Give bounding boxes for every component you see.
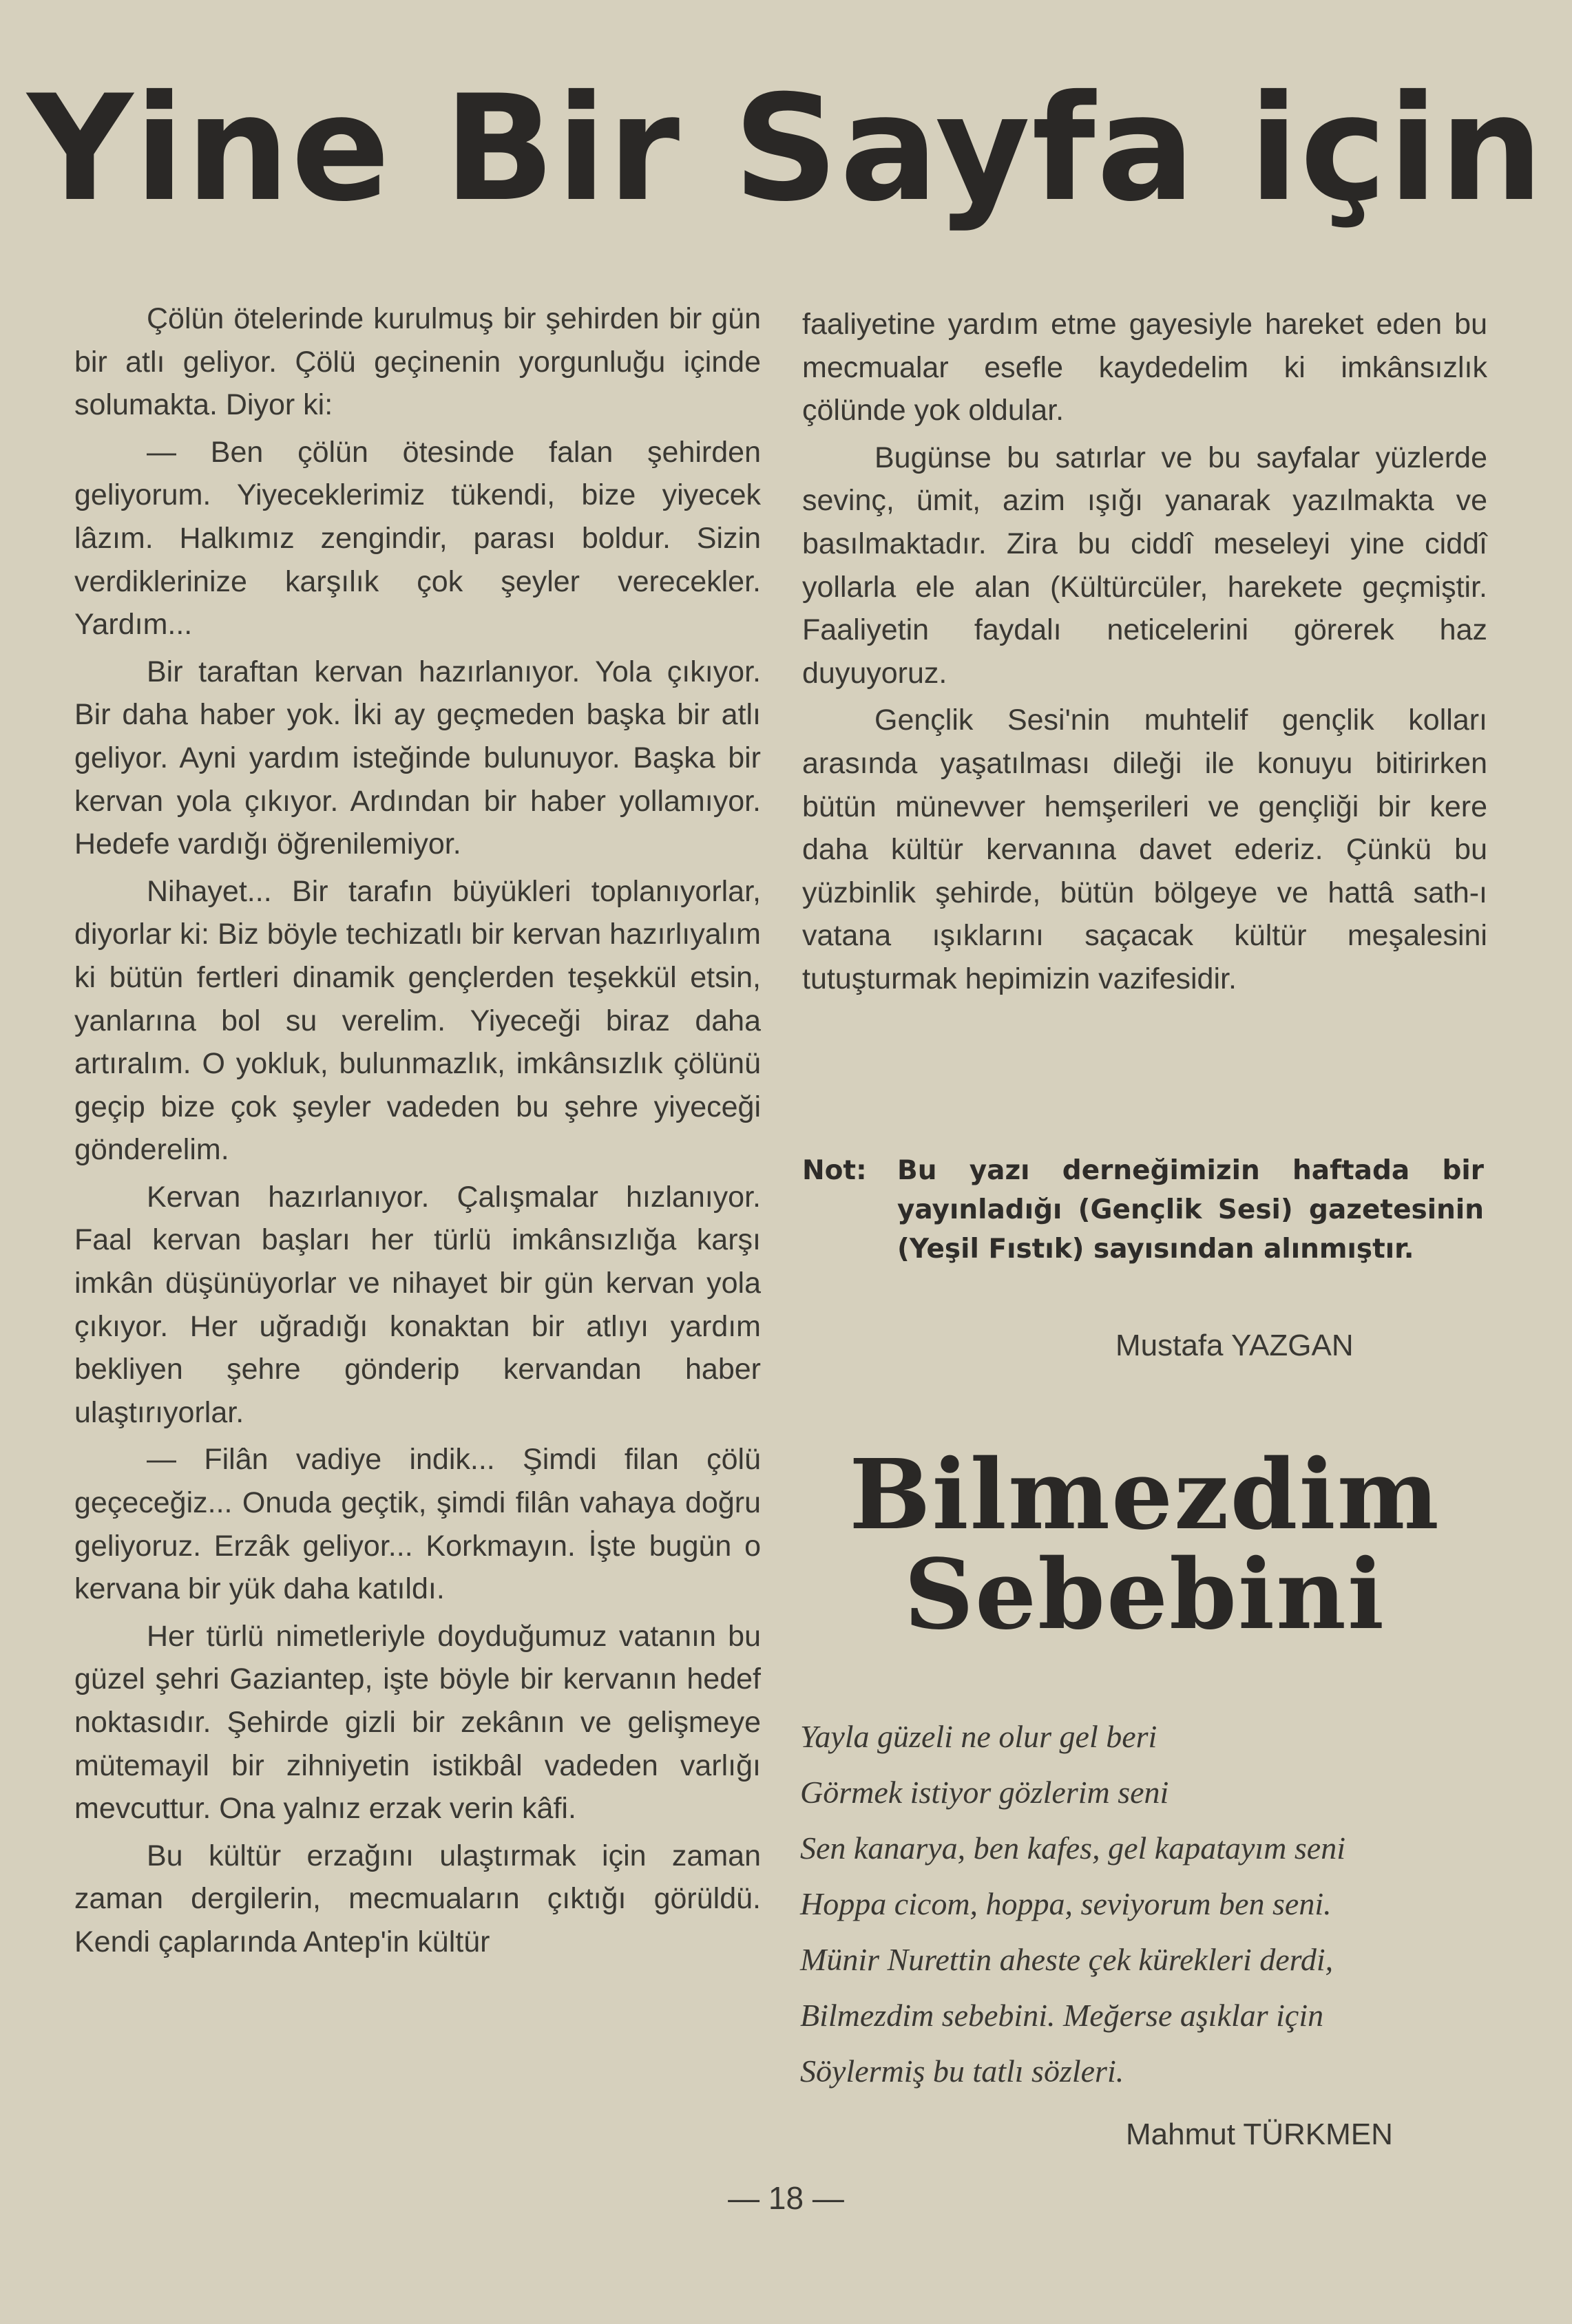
poem-line: Münir Nurettin aheste çek kürekleri derdi, [800, 1942, 1334, 1977]
paragraph: Bugünse bu satırlar ve bu sayfalar yüzlerde sevinç, ümit, azim ışığı yanarak yazılmakta ve basılmaktadır. Zira bu ciddî meseleyi yine ciddî yollarla ele alan (Kültürcüler, harekete geçmiştir. Faaliyetin faydalı neticelerini görerek haz duyuyoruz. [802, 441, 1487, 690]
poem-line: Hoppa cicom, hoppa, seviyorum ben seni. [800, 1886, 1332, 1921]
poem-body [800, 1709, 1489, 2099]
note-label: Not: [802, 1155, 867, 1186]
paragraph: faaliyetine yardım etme gayesiyle hareket eden bu mecmualar esefle kaydedelim ki imkânsızlık çölünde yok oldular. [802, 308, 1487, 427]
poem-line: Söylermiş bu tatlı sözleri. [800, 2053, 1124, 2089]
paragraph: Çölün ötelerinde kurulmuş bir şehirden bir gün bir atlı geliyor. Çölü geçinenin yorgunluğu içinde solumakta. Diyor ki: [74, 302, 761, 422]
poem-line: Görmek istiyor gözlerim seni [800, 1775, 1169, 1810]
paragraph: Bir taraftan kervan hazırlanıyor. Yola çıkıyor. Bir daha haber yok. İki ay geçmeden başka bir atlı geliyor. Ayni yardım isteğinde bulunuyor. Başka bir kervan yola çıkıyor. Ardından bir haber yollamıyor. Hedefe vardığı öğrenilemiyor. [74, 655, 761, 861]
paragraph: Kervan hazırlanıyor. Çalışmalar hızlanıyor. Faal kervan başları her türlü imkânsızlığa karşı imkân düşünüyorlar ve nihayet bir gün kervan yola çıkıyor. Her uğradığı konaktan bir atlıyı yardım bekliyen şehre gönderip kervandan haber ulaştırıyorlar. [74, 1180, 761, 1429]
poem-title-line: Bilmezdim [849, 1439, 1440, 1552]
poem-author: Mahmut TÜRKMEN [1126, 2117, 1393, 2151]
article-author: Mustafa YAZGAN [1115, 1329, 1354, 1362]
paragraph: Bu kültür erzağını ulaştırmak için zaman zaman dergilerin, mecmuaların çıktığı görüldü. Kendi çaplarında Antep'in kültür [74, 1839, 761, 1958]
paragraph: Nihayet... Bir tarafın büyükleri toplanıyorlar, diyorlar ki: Biz böyle techizatlı bir kervan hazırlıyalım ki bütün fertleri dinamik gençlerden teşekkül etsin, yanlarına bol su verelim. Yiyeceği biraz daha artıralım. O yokluk, bulunmazlık, imkânsızlık çölünü geçip bize çok şeyler vadeden bu şehre yiyeceği gönderelim. [74, 874, 761, 1167]
article-right-column [802, 303, 1487, 1005]
paragraph: — Ben çölün ötesinde falan şehirden geliyorum. Yiyeceklerimiz tükendi, bize yiyecek lâzım. Halkımız zengindir, parası boldur. Sizin verdiklerinize karşılık çok şeyler verecekler. Yardım... [74, 435, 761, 642]
poem-title [802, 1439, 1487, 1651]
paragraph: Gençlik Sesi'nin muhtelif gençlik kolları arasında yaşatılması dileği ile konuyu bitirirken bütün münevver hemşerileri ve gençliği bir kere daha kültür kervanına davet ederiz. Çünkü bu yüzbinlik şehirde, bütün bölgeye ve hattâ sath-ı vatana ışıklarını saçacak kültür meşalesini tutuşturmak hepimizin vazifesidir. [802, 704, 1487, 995]
poem-title-line: Sebebini [903, 1539, 1386, 1651]
poem-line: Sen kanarya, ben kafes, gel kapatayım seni [800, 1830, 1345, 1866]
article-left-column [74, 297, 761, 1968]
page-number: — 18 — [728, 2180, 844, 2216]
poem-line: Bilmezdim sebebini. Meğerse aşıklar için [800, 1998, 1324, 2033]
page-title: Yine Bir Sayfa için [27, 63, 1545, 233]
paragraph: — Filân vadiye indik... Şimdi filan çölü geçeceğiz... Onuda geçtik, şimdi filân vahaya doğru geliyoruz. Erzâk geliyor... Korkmayın. İşte bugün o kervana bir yük daha katıldı. [74, 1443, 761, 1606]
note-text: Bu yazı derneğimizin haftada bir yayınladığı (Gençlik Sesi) gazetesinin (Yeşil Fıstık) sayısından alınmıştır. [897, 1155, 1484, 1265]
paragraph: Her türlü nimetleriyle doyduğumuz vatanın bu güzel şehri Gaziantep, işte böyle bir kervanın hedef noktasıdır. Şehirde gizli bir zekânın ve gelişmeye mütemayil bir zihniyetin istikbâl vadeden varlığı mevcuttur. Ona yalnız erzak verin kâfi. [74, 1619, 761, 1826]
poem-line: Yayla güzeli ne olur gel beri [800, 1719, 1157, 1754]
